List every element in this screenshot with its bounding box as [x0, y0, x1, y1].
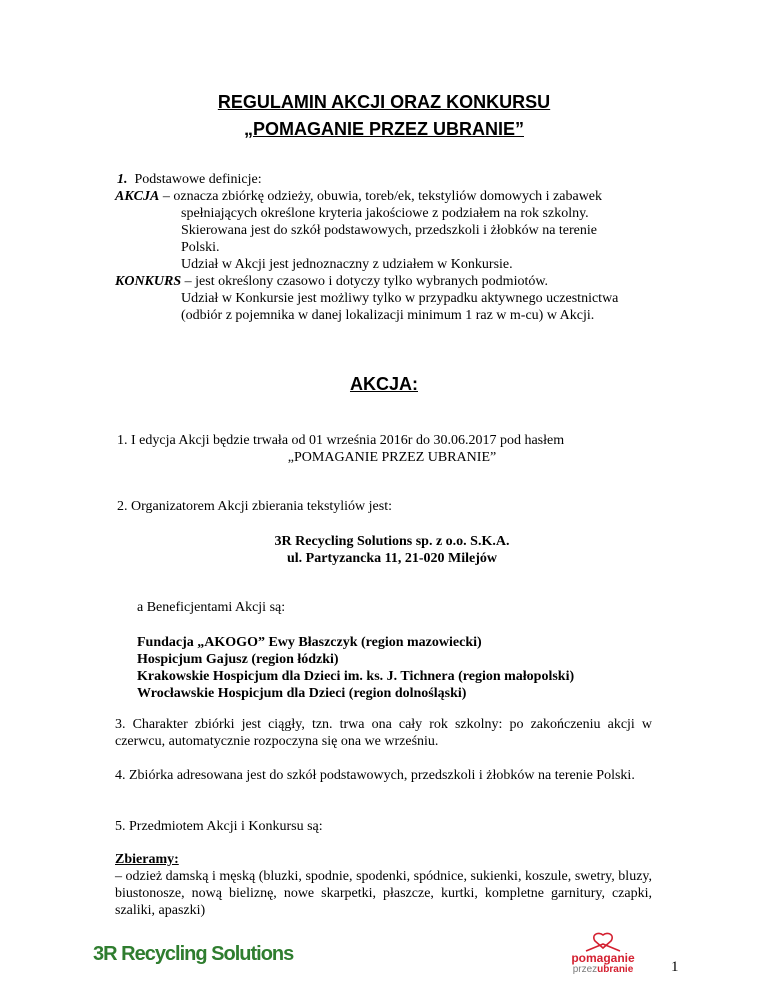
organizer-name: 3R Recycling Solutions sp. z o.o. S.K.A.: [274, 534, 510, 549]
svg-text:przezubranie: [573, 964, 634, 975]
beneficiary-item: Wrocławskie Hospicjum dla Dzieci (region dolnośląski): [137, 686, 467, 701]
akcja-term: AKCJA: [115, 189, 160, 204]
collect-heading: Zbieramy:: [115, 852, 179, 867]
konkurs-def-line1: – jest określony czasowo i dotyczy tylko wybranych podmiotów.: [181, 274, 549, 289]
page-number: 1: [671, 959, 679, 975]
beneficiaries-intro: a Beneficjentami Akcji są:: [137, 600, 286, 615]
akcja-section-heading: AKCJA:: [349, 374, 418, 394]
recycling-logo-graphic: [91, 935, 294, 969]
pomaganie-przez-ubranie-logo: [553, 932, 653, 974]
konkurs-definition: [115, 273, 548, 290]
definitions-heading: [117, 171, 262, 188]
akcja-def-line4: Polski.: [181, 240, 220, 255]
item4: 4. Zbiórka adresowana jest do szkół podstawowych, przedszkoli i żłobków na terenie Polski.: [115, 768, 635, 783]
beneficiary-item: Hospicjum Gajusz (region łódzki): [137, 652, 339, 667]
item1-line2: „POMAGANIE PRZEZ UBRANIE”: [287, 450, 497, 465]
konkurs-def-line3: (odbiór z pojemnika w danej lokalizacji minimum 1 raz w m-cu) w Akcji.: [181, 308, 595, 323]
recycling-solutions-logo: [91, 935, 294, 969]
konkurs-term: KONKURS: [115, 274, 182, 289]
beneficiary-item: Fundacja „AKOGO” Ewy Błaszczyk (region mazowiecki): [137, 635, 482, 650]
konkurs-def-line2: Udział w Konkursie jest możliwy tylko w przypadku aktywnego uczestnictwa: [181, 291, 619, 306]
definitions-heading-text: Podstawowe definicje:: [134, 172, 262, 187]
akcja-def-line5: Udział w Akcji jest jednoznaczny z udziałem w Konkursie.: [181, 257, 513, 272]
beneficiary-item: Krakowskie Hospicjum dla Dzieci im. ks. J. Tichnera (region małopolski): [137, 669, 575, 684]
document-title-line2: „POMAGANIE PRZEZ UBRANIE”: [243, 119, 524, 139]
akcja-def-line2: spełniających określone kryteria jakościowe z podziałem na rok szkolny.: [181, 206, 589, 221]
logo-right-line2a: przez: [572, 964, 598, 975]
logo-right-line1: pomaganie: [571, 951, 635, 965]
item2: 2. Organizatorem Akcji zbierania tekstyliów jest:: [117, 499, 392, 514]
item1-line1: 1. I edycja Akcji będzie trwała od 01 września 2016r do 30.06.2017 pod hasłem: [117, 433, 565, 448]
item5: 5. Przedmiotem Akcji i Konkursu są:: [115, 819, 323, 834]
akcja-def-line3: Skierowana jest do szkół podstawowych, przedszkoli i żłobków na terenie: [181, 223, 598, 238]
akcja-definition: [115, 188, 602, 205]
logo-left-text: 3R Recycling Solutions: [93, 943, 294, 965]
akcja-def-line1: – oznacza zbiórkę odzieży, obuwia, toreb/ek, tekstyliów domowych i zabawek: [159, 189, 603, 204]
collect-item-clothing: – odzież damską i męską (bluzki, spodnie, spodenki, spódnice, sukienki, koszule, swetry, bluzy, biustonosze, nową bieliznę, nowe skarpetki, płaszcze, kurtki, kompletne garnitury, czapki, szaliki, apaszki): [115, 869, 652, 918]
definitions-number: 1.: [117, 172, 128, 187]
logo-right-line2b: ubranie: [597, 964, 634, 975]
organizer-address: ul. Partyzancka 11, 21-020 Milejów: [287, 551, 497, 566]
item3: 3. Charakter zbiórki jest ciągły, tzn. trwa ona cały rok szkolny: po zakończeniu akcji w czerwcu, automatycznie rozpoczyna się ona we wrześniu.: [115, 717, 652, 749]
document-title-line1: REGULAMIN AKCJI ORAZ KONKURSU: [217, 92, 551, 112]
hanger-heart-icon: [553, 932, 653, 974]
